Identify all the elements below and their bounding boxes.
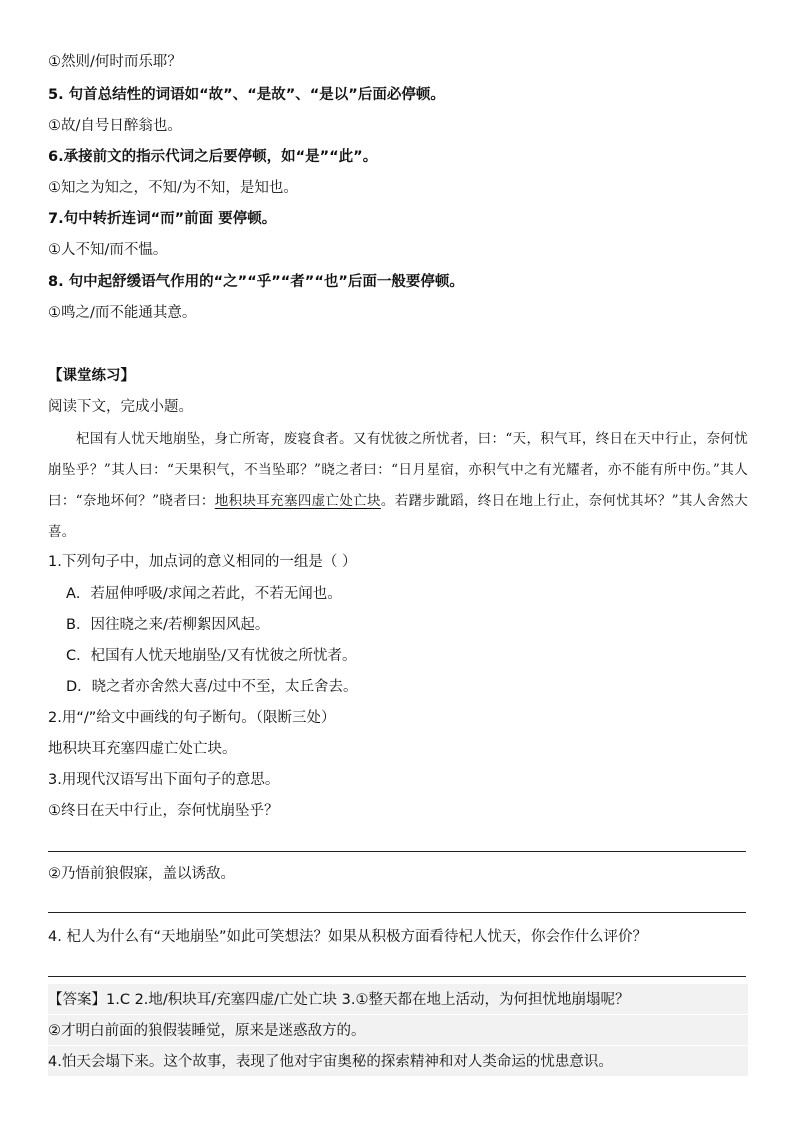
passage-underlined-sentence: 地积块耳充塞四虚亡处亡块 bbox=[214, 493, 381, 509]
answer-line-1: 【答案】1.C 2.地/积块耳/充塞四虚/亡处亡块 3.①整天都在地上活动，为何担忧地崩塌呢？ bbox=[48, 992, 630, 1008]
practice-heading: 【课堂练习】 bbox=[48, 368, 135, 384]
rule6-example: ①知之为知之，不知/为不知，是知也。 bbox=[48, 180, 298, 196]
question-2-sentence: 地积块耳充塞四虚亡处亡块。 bbox=[48, 741, 237, 757]
rule6-title: 6.承接前文的指示代词之后要停顿，如“是”“此”。 bbox=[48, 149, 378, 165]
passage-text-before: 杞国有人忧天地崩坠，身亡所寄，废寝食者。又有忧彼之所忧者，曰：“天，积气耳，终日在天中行止，奈何忧崩坠乎？”其人曰：“天果积气，不当坠耶？”晓之者曰：“日月星宿，亦积气中之有光耀者，亦不能有所中伤。”其人曰：“奈地坏何？”晓者曰： bbox=[48, 431, 748, 509]
rule5-example: ①故/自号日醉翁也。 bbox=[48, 118, 182, 134]
question-2: 2.用“/”给文中画线的句子断句。（限断三处） bbox=[48, 710, 336, 726]
option-d: D．晓之者亦舍然大喜/过中不至，太丘舍去。 bbox=[66, 679, 358, 695]
answer-line bbox=[48, 851, 746, 852]
question-4: 4. 杞人为什么有“天地崩坠”如此可笑想法？如果从积极方面看待杞人忧天，你会作什么评价？ bbox=[48, 929, 647, 945]
option-c: C．杞国有人忧天地崩坠/又有忧彼之所忧者。 bbox=[66, 648, 357, 664]
answer-line bbox=[48, 912, 746, 913]
rule8-title: 8. 句中起舒缓语气作用的“之”“乎”“者”“也”后面一般要停顿。 bbox=[48, 274, 464, 290]
option-b: B．因往晓之来/若柳絮因风起。 bbox=[66, 617, 270, 633]
answer-line-3: 4.怕天会塌下来。这个故事，表现了他对宇宙奥秘的探索精神和对人类命运的忧患意识。 bbox=[48, 1054, 613, 1070]
practice-instruction: 阅读下文，完成小题。 bbox=[48, 399, 193, 415]
passage-text-after: 。若躇步跐蹈，终日在地上行止，奈何忧其坏？”其人舍然大喜。 bbox=[48, 493, 748, 540]
answer-row-3 bbox=[48, 1046, 748, 1076]
question-3-item-1: ①终日在天中行止，奈何忧崩坠乎？ bbox=[48, 803, 279, 819]
option-a: A．若屈伸呼吸/求闻之若此，不若无闻也。 bbox=[66, 586, 342, 602]
rule7-title: 7.句中转折连词“而”前面 要停顿。 bbox=[48, 211, 277, 227]
answer-row-1 bbox=[48, 984, 748, 1014]
passage bbox=[48, 424, 748, 548]
rule1-example: ①然则/何时而乐耶？ bbox=[48, 54, 182, 70]
answer-line bbox=[48, 976, 746, 977]
answer-row-2 bbox=[48, 1015, 748, 1045]
question-1: 1.下列句子中，加点词的意义相同的一组是（ ） bbox=[48, 554, 357, 570]
rule8-example: ①鸣之/而不能通其意。 bbox=[48, 305, 197, 321]
answer-line-2: ②才明白前面的狼假装睡觉，原来是迷惑敌方的。 bbox=[48, 1023, 366, 1039]
rule5-title: 5. 句首总结性的词语如“故”、“是故”、“是以”后面必停顿。 bbox=[48, 87, 445, 103]
question-3-item-2: ②乃悟前狼假寐，盖以诱敌。 bbox=[48, 866, 235, 882]
question-3: 3.用现代汉语写出下面句子的意思。 bbox=[48, 772, 280, 788]
rule7-example: ①人不知/而不愠。 bbox=[48, 242, 168, 258]
